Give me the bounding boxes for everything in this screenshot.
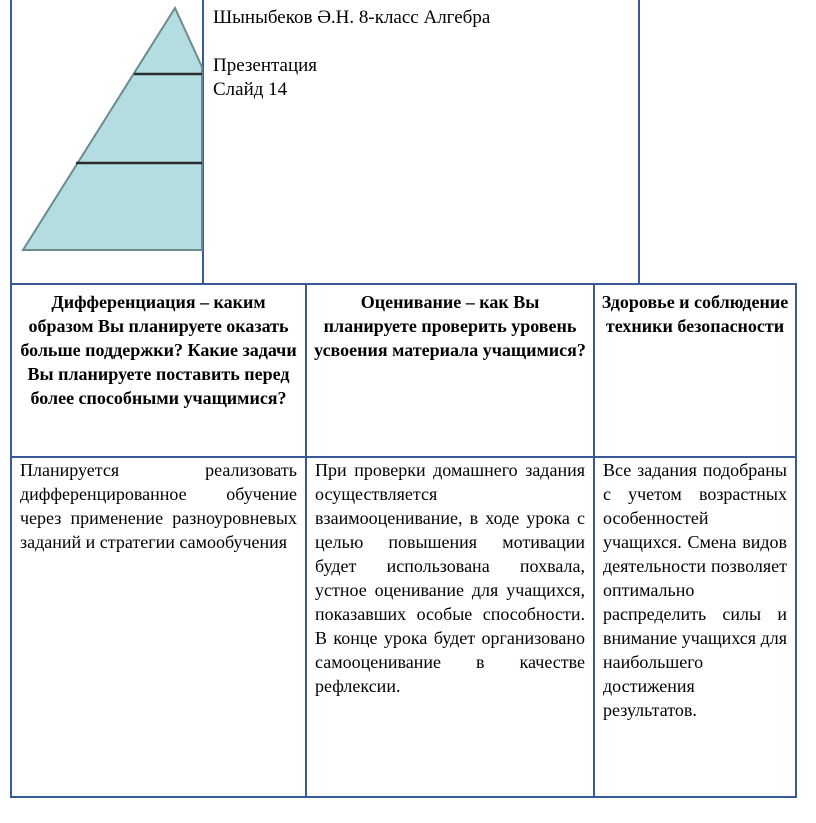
text-differentiation: Планируется реализовать дифференцированное обучение через применение разноуровневых заданий и стратегии самообучения (20, 460, 297, 552)
cell-assessment (306, 457, 594, 797)
header-health-safety: Здоровье и соблюдение техники безопасности (601, 292, 789, 336)
cell-differentiation (11, 457, 306, 797)
author-line: Шыныбеков Ә.Н. 8-класс Алгебра (213, 7, 491, 28)
cell-health-safety (594, 457, 796, 797)
text-assessment: При проверки домашнего задания осуществляется взаимооценивание, в ходе урока с целью повышения мотивации будет использована похвала, устное оценивание для учащихся, показавших особые способности. В конце урока будет организовано самооценивание в качестве рефлексии. (315, 460, 585, 696)
header-cell-assessment (306, 284, 594, 457)
table-row (11, 457, 796, 797)
pyramid-shape (23, 8, 202, 250)
header-cell-differentiation (11, 284, 306, 457)
lesson-plan-table (10, 283, 797, 798)
text-health-safety: Все задания подобраны с учетом возрастных особенностей учащихся. Смена видов деятельности позволяет оптимально распределить силы и внимание учащихся для наибольшего достижения результатов. (603, 460, 787, 720)
resource-line: Презентация (213, 55, 318, 76)
pyramid-diagram (0, 0, 210, 283)
header-differentiation: Дифференциация – каким образом Вы планируете оказать больше поддержки? Какие задачи Вы планируете поставить перед более способными учащимися? (20, 292, 297, 408)
header-cell-health-safety (594, 284, 796, 457)
table-header-row (11, 284, 796, 457)
slide-line: Слайд 14 (213, 79, 288, 100)
header-assessment: Оценивание – как Вы планируете проверить уровень усвоения материала учащимися? (314, 292, 586, 360)
header-block (213, 6, 490, 102)
